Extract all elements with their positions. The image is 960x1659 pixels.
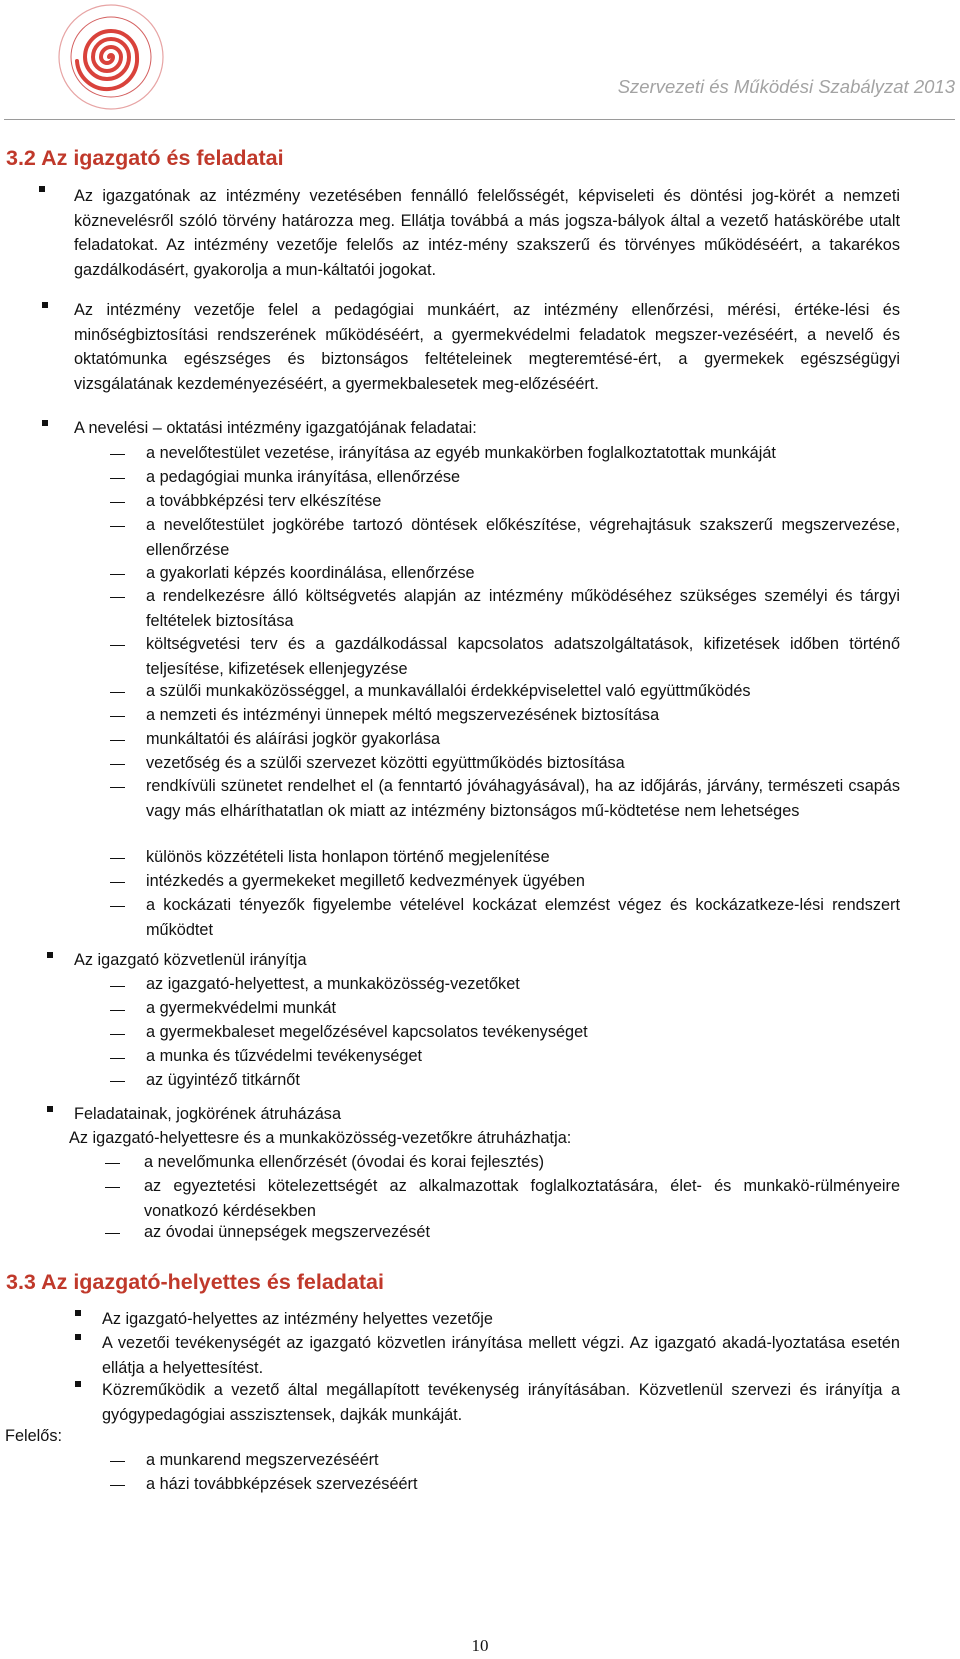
bullet-square [75,1381,81,1387]
paragraph-pedagogical: Az intézmény vezetője felel a pedagógiai munkáért, az intézmény ellenőrzési, mérési, értéke-lési és minőségbiztosítási rendszerének működéséért, a gyermekvédelmi feladatok megszer-vezéséért, a nevelő és oktatómunka egészséges és biztonságos feltételeinek megteremtésé-ért, a gyermekek egészségügyi vizsgálatának kezdeményezéséért, a gyermekbalesetek meg-előzéséért. [74,301,900,394]
task-item: munkáltatói és aláírási jogkör gyakorlása [146,730,441,748]
dash-marker [110,454,125,455]
task-item: a pedagógiai munka irányítása, ellenőrzése [146,468,461,486]
bullet-square [47,952,53,958]
tasks-title: A nevelési – oktatási intézmény igazgatójának feladatai: [74,419,477,437]
page-header [0,0,960,120]
task-item: a szülői munkaközösséggel, a munkavállalói érdekképviselettel való együttműködés [146,682,751,700]
task-item: a nevelőtestület jogkörébe tartozó döntések előkészítése, végrehajtásuk szakszerű megszervezése, ellenőrzése [146,516,900,559]
deputy-item: A vezetői tevékenységét az igazgató közvetlen irányítása mellett végzi. Az igazgató akadá-lyoztatása esetén ellátja a helyettesítést. [102,1334,900,1377]
dash-marker [110,740,125,741]
delegation-intro: Az igazgató-helyettesre és a munkaközösség-vezetőkre átruházhatja: [69,1129,572,1147]
task-item: költségvetési terv és a gazdálkodással kapcsolatos adatszolgáltatások, kifizetések időben történő teljesítése, kifizetések ellenjegyzése [146,635,900,678]
page-number: 10 [471,1636,489,1655]
dash-marker [110,645,125,646]
task-item: a rendelkezésre álló költségvetés alapján az intézmény működéséhez szükséges személyi és tárgyi feltételek biztosítása [146,587,900,630]
bullet-square [42,420,48,426]
direct-title: Az igazgató közvetlenül irányítja [74,951,307,969]
section-heading-3-2: 3.2 Az igazgató és feladatai [6,146,284,170]
delegation-item: az egyeztetési kötelezettségét az alkalmazottak foglalkoztatására, élet- és munkakö-rülményeire vonatkozó kérdésekben [144,1177,900,1220]
section-heading-3-3: 3.3 Az igazgató-helyettes és feladatai [6,1270,384,1294]
task-item: vezetőség és a szülői szervezet közötti együttműködés biztosítása [146,754,625,772]
dash-marker [110,526,125,527]
dash-marker [110,1034,125,1035]
direct-item: a gyermekvédelmi munkát [146,999,337,1017]
direct-item: a munka és tűzvédelmi tevékenységet [146,1047,423,1065]
dash-marker [110,906,125,907]
dash-marker [110,1081,125,1082]
dash-marker [110,692,125,693]
bullet-square [75,1310,81,1316]
dash-marker [110,478,125,479]
direct-item: a gyermekbaleset megelőzésével kapcsolatos tevékenységet [146,1023,588,1041]
dash-marker [110,1461,125,1462]
responsible-label: Felelős: [5,1427,63,1445]
dash-marker [105,1187,120,1188]
deputy-item: Közreműködik a vezető által megállapított tevékenység irányításában. Közvetlenül szervezi és irányítja a gyógypedagógiai asszisztensek, dajkák munkáját. [102,1381,900,1424]
dash-marker [110,1058,125,1059]
task-item: a továbbképzési terv elkészítése [146,492,382,510]
bullet-square [75,1334,81,1340]
header-divider [4,119,955,120]
task-item: a nemzeti és intézményi ünnepek méltó megszervezésének biztosítása [146,706,660,724]
deputy-item: Az igazgató-helyettes az intézmény helyettes vezetője [102,1310,493,1328]
dash-marker [110,716,125,717]
task-item: különös közzétételi lista honlapon történő megjelenítése [146,848,550,866]
task-item: a gyakorlati képzés koordinálása, ellenőrzése [146,564,475,582]
dash-marker [110,882,125,883]
paragraph-responsibility: Az igazgatónak az intézmény vezetésében fennálló felelősségét, képviseleti és döntési jog-körét a nemzeti köznevelésről szóló törvény határozza meg. Ellátja továbbá a más jogsza-bályok által a vezető hatáskörébe utalt feladatokat. Az intézmény vezetője felelős az intéz-mény szakszerű és törvényes működéséért, a takarékos gazdálkodásért, gyakorolja a mun-káltatói jogokat. [74,187,900,280]
dash-marker [110,502,125,503]
responsible-item: a munkarend megszervezéséért [146,1451,379,1469]
dash-marker [110,858,125,859]
dash-marker [110,1010,125,1011]
dash-marker [110,574,125,575]
institution-logo [56,2,166,112]
delegation-title: Feladatainak, jogkörének átruházása [74,1105,342,1123]
dash-marker [110,764,125,765]
delegation-item: a nevelőmunka ellenőrzését (óvodai és korai fejlesztés) [144,1153,545,1171]
task-item: intézkedés a gyermekeket megillető kedvezmények ügyében [146,872,585,890]
dash-marker [110,787,125,788]
bullet-square [47,1106,53,1112]
dash-marker [110,1485,125,1486]
bullet-square [39,186,45,192]
task-item: a kockázati tényezők figyelembe vételével kockázat elemzést végez és kockázatkeze-lési rendszert működtet [146,896,900,939]
direct-item: az ügyintéző titkárnőt [146,1071,300,1089]
responsible-item: a házi továbbképzések szervezéséért [146,1475,418,1493]
task-item: a nevelőtestület vezetése, irányítása az egyéb munkakörben foglalkoztatottak munkáját [146,444,776,462]
dash-marker [105,1163,120,1164]
dash-marker [110,597,125,598]
task-item: rendkívüli szünetet rendelhet el (a fenntartó jóváhagyásával), ha az időjárás, járvány, természeti csapás vagy más elháríthatatlan ok miatt az intézmény biztonságos mű-ködtetése nem lehetséges [146,777,900,820]
document-title: Szervezeti és Működési Szabályzat 2013 [617,76,955,97]
delegation-item: az óvodai ünnepségek megszervezését [144,1223,431,1241]
direct-item: az igazgató-helyettest, a munkaközösség-vezetőket [146,975,520,993]
bullet-square [42,302,48,308]
dash-marker [110,986,125,987]
dash-marker [105,1233,120,1234]
